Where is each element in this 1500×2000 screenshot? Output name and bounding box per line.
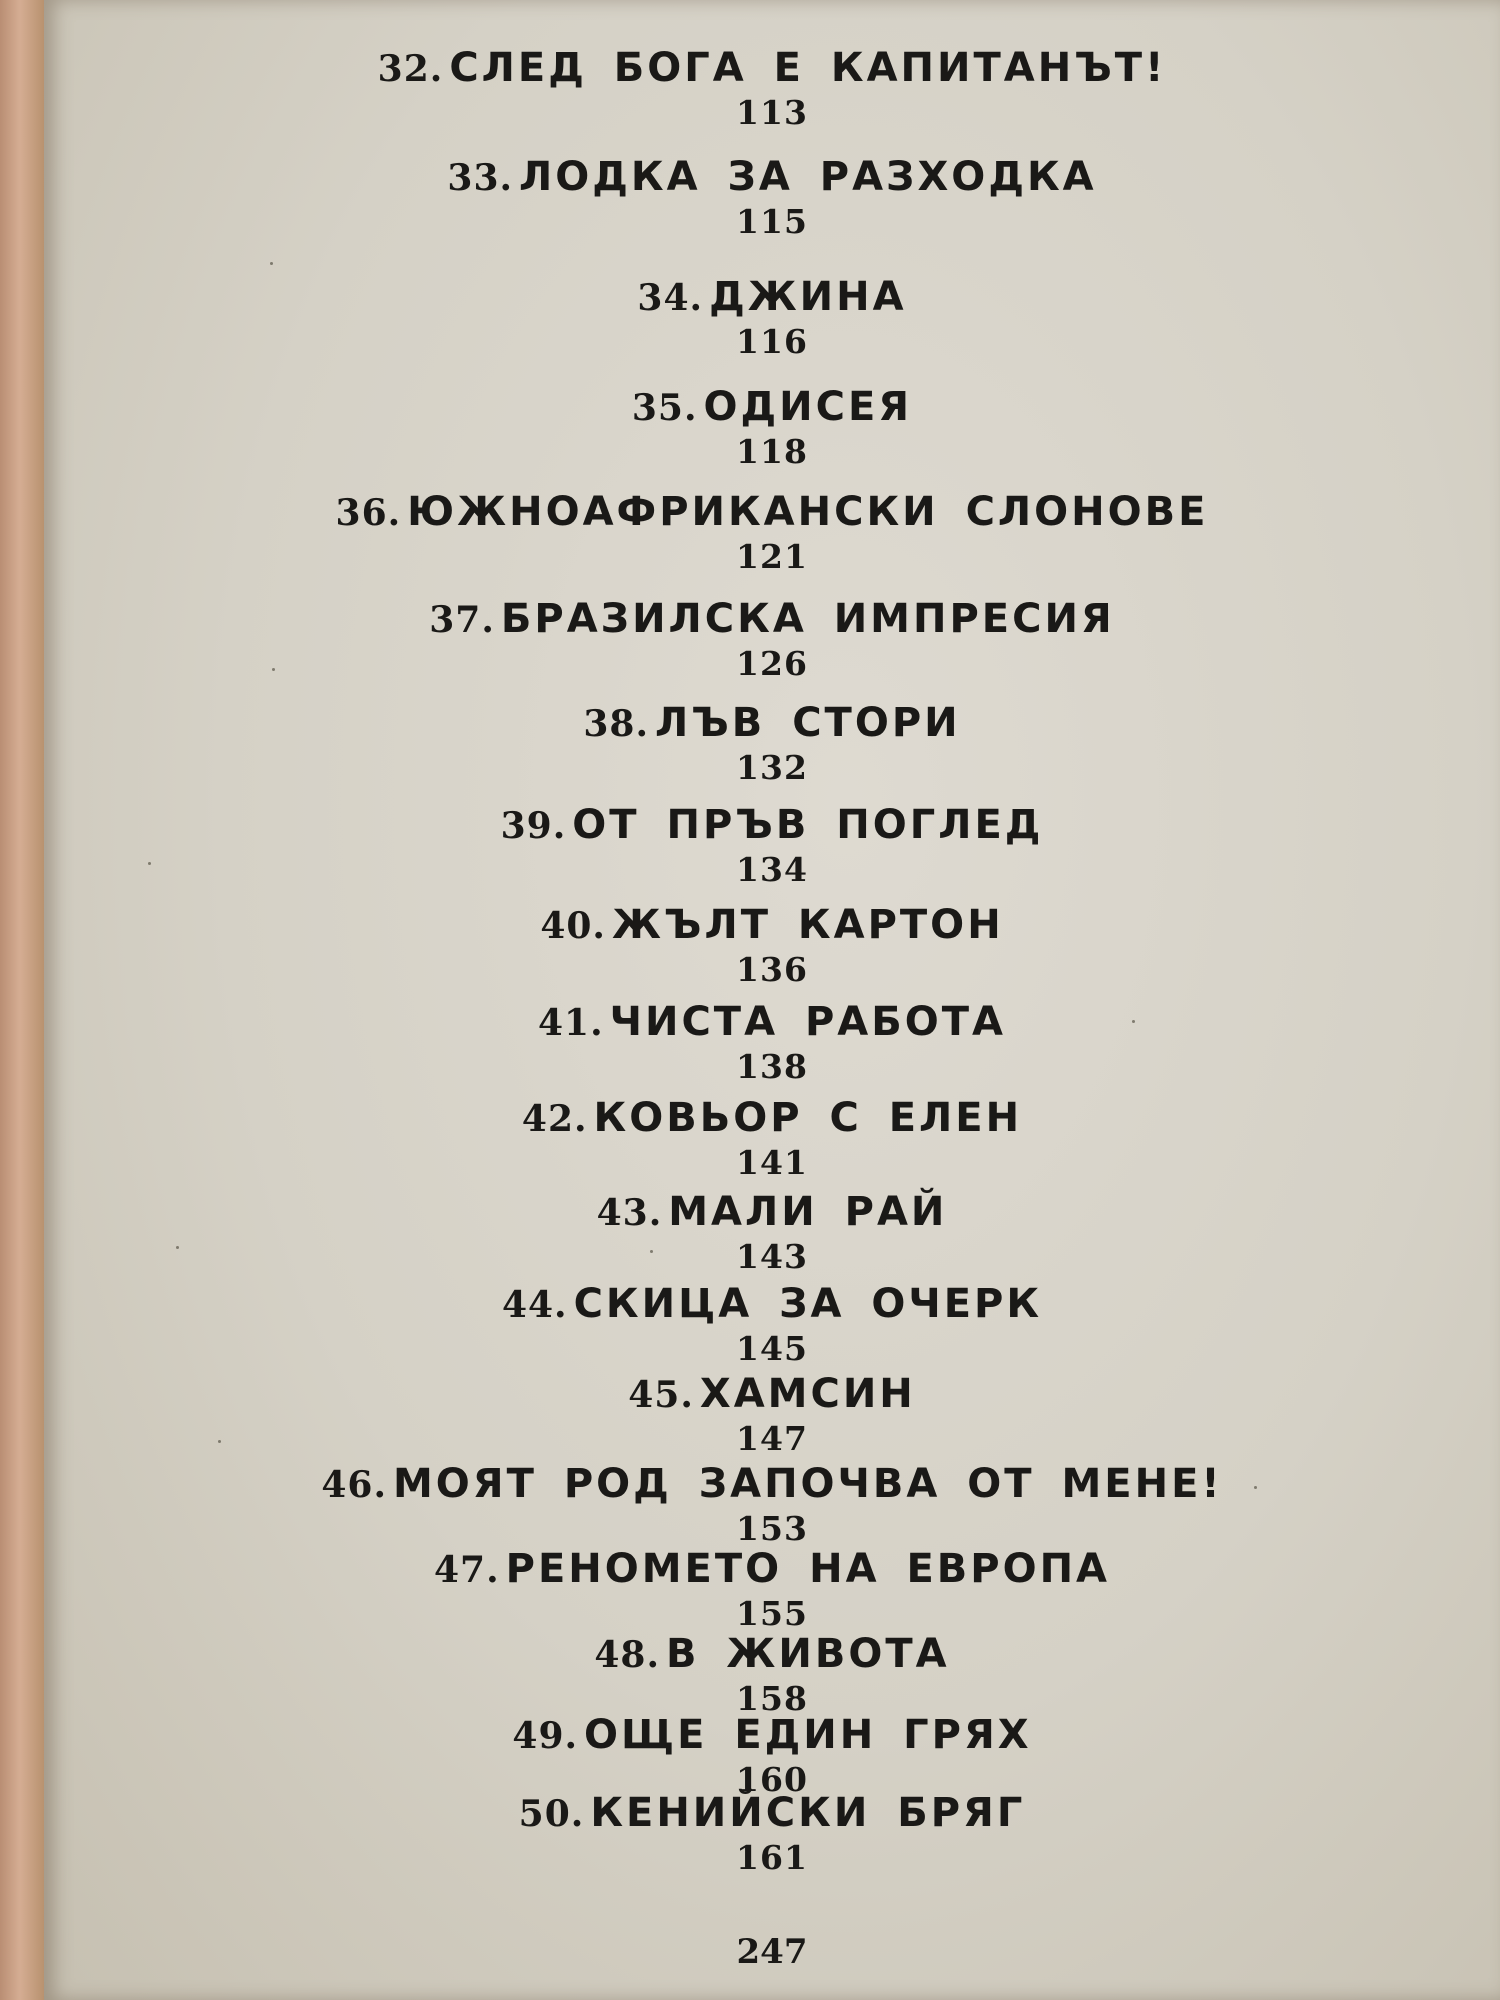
paper-speck: [1254, 1486, 1257, 1489]
entry-page: 143: [736, 1237, 808, 1276]
toc-entry: [44, 1791, 1500, 1877]
entry-page: 155: [736, 1594, 808, 1633]
toc-entry: [44, 1372, 1500, 1458]
entry-title: СКИЦА ЗА ОЧЕРК: [573, 1281, 1043, 1327]
paper-speck: [148, 862, 151, 865]
entry-number: 48.: [594, 1634, 661, 1676]
entry-number: 45.: [628, 1374, 694, 1416]
entry-page: 136: [736, 950, 808, 989]
toc-entry: [44, 275, 1500, 361]
toc-entry: [44, 155, 1500, 241]
entry-page: 145: [736, 1329, 808, 1368]
paper-speck: [1132, 1020, 1135, 1023]
entry-number: 42.: [521, 1098, 588, 1140]
entry-page: 113: [736, 93, 808, 132]
entry-title: МОЯТ РОД ЗАПОЧВА ОТ МЕНЕ!: [393, 1461, 1223, 1507]
entry-title: СЛЕД БОГА Е КАПИТАНЪТ!: [449, 45, 1167, 91]
entry-title: ЛЪВ СТОРИ: [654, 700, 961, 746]
toc-entry: [44, 1713, 1500, 1799]
entry-title-line: [44, 1632, 1500, 1676]
entry-title-line: [44, 1096, 1500, 1140]
entry-title: РЕНОМЕТО НА ЕВРОПА: [505, 1546, 1111, 1592]
entry-page: 147: [736, 1419, 808, 1458]
entry-title-line: [44, 1547, 1500, 1591]
toc-entry: [44, 1282, 1500, 1368]
entry-title-line: [44, 1462, 1500, 1506]
paper-speck: [176, 1246, 179, 1249]
entry-page: 134: [736, 850, 808, 889]
entry-page: 116: [736, 322, 808, 361]
entry-number: 43.: [596, 1192, 663, 1234]
entry-page: 132: [736, 748, 808, 787]
paper-speck: [650, 1250, 653, 1253]
entry-page: 115: [736, 202, 808, 241]
entry-title: ОТ ПРЪВ ПОГЛЕД: [572, 802, 1044, 848]
entry-title: ЮЖНОАФРИКАНСКИ СЛОНОВЕ: [407, 489, 1209, 535]
entry-number: 37.: [429, 599, 495, 641]
entry-title-line: [44, 275, 1500, 319]
toc-entry: [44, 490, 1500, 576]
entry-page: 161: [736, 1838, 808, 1877]
toc-entry: [44, 903, 1500, 989]
entry-number: 40.: [540, 905, 606, 947]
entry-title: ЧИСТА РАБОТА: [609, 999, 1006, 1045]
paper-speck: [270, 262, 273, 265]
entry-title-line: [44, 1713, 1500, 1757]
entry-title-line: [44, 385, 1500, 429]
entry-number: 49.: [512, 1715, 579, 1757]
entry-title: БРАЗИЛСКА ИМПРЕСИЯ: [500, 596, 1115, 642]
table-of-contents: [44, 0, 1500, 2000]
entry-number: 35.: [631, 387, 698, 429]
entry-title-line: [44, 155, 1500, 199]
entry-page: 160: [736, 1760, 808, 1799]
entry-title: КОВЬОР С ЕЛЕН: [593, 1095, 1023, 1141]
entry-title: В ЖИВОТА: [666, 1631, 950, 1677]
entry-page: 141: [736, 1143, 808, 1182]
entry-number: 32.: [377, 48, 444, 90]
entry-title: ОДИСЕЯ: [703, 384, 913, 430]
toc-entry: [44, 1000, 1500, 1086]
entry-page: 126: [736, 644, 808, 683]
entry-title-line: [44, 1282, 1500, 1326]
entry-title: ДЖИНА: [709, 274, 907, 320]
entry-title-line: [44, 1000, 1500, 1044]
entry-title: ОЩЕ ЕДИН ГРЯХ: [584, 1712, 1032, 1758]
entry-page: 118: [736, 432, 808, 471]
toc-entry: [44, 385, 1500, 471]
entry-title-line: [44, 1190, 1500, 1234]
entry-number: 33.: [447, 157, 514, 199]
book-page: [44, 0, 1500, 2000]
toc-entry: [44, 1462, 1500, 1548]
entry-title-line: [44, 1791, 1500, 1835]
entry-number: 36.: [335, 492, 402, 534]
book-edge: [0, 0, 44, 2000]
toc-entry: [44, 46, 1500, 132]
toc-entry: [44, 1632, 1500, 1718]
entry-title: ЛОДКА ЗА РАЗХОДКА: [519, 154, 1097, 200]
paper-speck: [218, 1440, 221, 1443]
paper-speck: [272, 668, 275, 671]
toc-entry: [44, 701, 1500, 787]
toc-entry: [44, 803, 1500, 889]
entry-number: 47.: [433, 1549, 500, 1591]
entry-number: 44.: [501, 1284, 568, 1326]
entry-title: МАЛИ РАЙ: [668, 1189, 948, 1235]
toc-entry: [44, 1547, 1500, 1633]
entry-title: КЕНИЙСКИ БРЯГ: [590, 1790, 1026, 1836]
entry-title-line: [44, 803, 1500, 847]
entry-page: 153: [736, 1509, 808, 1548]
entry-title-line: [44, 597, 1500, 641]
entry-number: 39.: [500, 805, 567, 847]
toc-entry: [44, 597, 1500, 683]
entry-title-line: [44, 903, 1500, 947]
page-number: 247: [736, 1932, 808, 1972]
entry-title: ХАМСИН: [699, 1371, 916, 1417]
entry-number: 34.: [637, 277, 704, 319]
entry-number: 41.: [538, 1002, 604, 1044]
entry-page: 121: [736, 537, 808, 576]
entry-page: 138: [736, 1047, 808, 1086]
entry-title-line: [44, 1372, 1500, 1416]
entry-title-line: [44, 490, 1500, 534]
entry-page: 158: [736, 1679, 808, 1718]
entry-number: 46.: [321, 1464, 387, 1506]
entry-number: 38.: [583, 703, 649, 745]
entry-number: 50.: [518, 1793, 585, 1835]
entry-title: ЖЪЛТ КАРТОН: [611, 902, 1004, 948]
entry-title-line: [44, 46, 1500, 90]
entry-title-line: [44, 701, 1500, 745]
toc-entry: [44, 1190, 1500, 1276]
toc-entry: [44, 1096, 1500, 1182]
